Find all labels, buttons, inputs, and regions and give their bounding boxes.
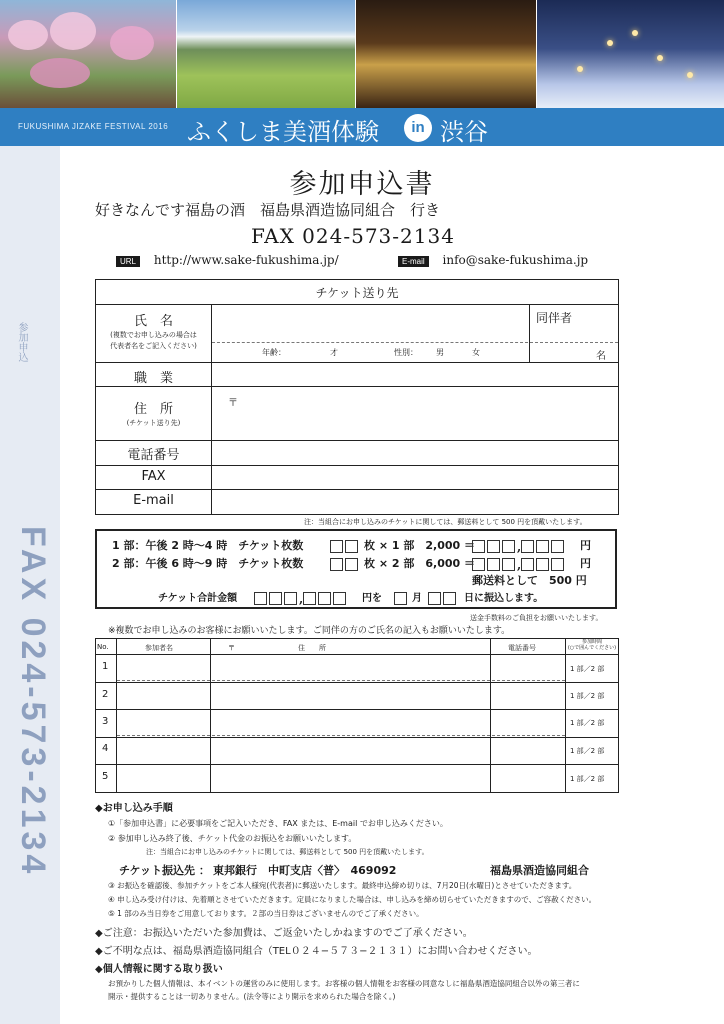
- side-fax-number: FAX 024-573-2134: [14, 526, 52, 878]
- address-field[interactable]: [214, 389, 616, 437]
- side-label: 参加申込: [16, 322, 27, 362]
- event-banner: [0, 108, 724, 146]
- photo-rice-field: [177, 0, 355, 108]
- transfer-bank: 東邦銀行 中町支店〈普〉 469092: [213, 864, 397, 877]
- total-label: チケット合計金額: [158, 593, 238, 604]
- sex-option-female[interactable]: 女: [472, 348, 480, 357]
- col-address: 住 所: [298, 644, 326, 652]
- refund-note: ◆ご注意：お振込いただいた参加費は、ご返金いたしかねますのでご了承ください。: [95, 928, 473, 939]
- table-line: [95, 709, 619, 710]
- lantern-light: [632, 30, 638, 36]
- festival-name: FUKUSHIMA JIZAKE FESTIVAL 2016: [18, 122, 169, 131]
- email-tag: E-mail: [398, 256, 429, 267]
- postal-mark: 〒: [228, 398, 238, 409]
- session1-yen: 円: [580, 539, 591, 552]
- name-field[interactable]: [214, 306, 526, 340]
- url-row: [116, 253, 339, 267]
- session2-multiplier: 枚 × 2 部 6,000 ＝: [364, 557, 475, 570]
- table-line: [95, 654, 619, 655]
- table-line: [95, 440, 619, 441]
- photo-temple: [356, 0, 536, 108]
- companion-label: 同伴者: [536, 311, 573, 325]
- banner-in-badge: in: [404, 114, 432, 142]
- email-label: E-mail: [133, 493, 174, 508]
- blossom-shape: [50, 12, 96, 50]
- session-choice[interactable]: 1 部／2 部: [570, 747, 605, 755]
- table-line: [95, 465, 619, 466]
- col-postal: 〒: [228, 644, 235, 652]
- session-choice[interactable]: 1 部／2 部: [570, 692, 605, 700]
- companion-name-field[interactable]: [118, 656, 208, 708]
- session-choice[interactable]: 1 部／2 部: [570, 665, 605, 673]
- photo-snow-lanterns: [537, 0, 724, 108]
- table-line: [210, 638, 211, 792]
- photo-blossom-field: [0, 0, 176, 108]
- website-link[interactable]: http://www.sake-fukushima.jp/: [153, 253, 339, 267]
- email-row: [398, 253, 588, 267]
- procedure-step-2-note: 注：当組合にお申し込みのチケットに関しては、郵送料として 500 円を頂戴いたします。: [146, 848, 429, 856]
- sex-option-male[interactable]: 男: [436, 348, 444, 357]
- postage-amount: 郵送料として 500 円: [472, 574, 587, 587]
- phone-label: 電話番号: [127, 448, 180, 463]
- session1-amount-boxes[interactable]: ,: [472, 536, 566, 555]
- procedure-heading: ◆お申し込み手順: [95, 803, 173, 814]
- table-line: [95, 737, 619, 738]
- transfer-label: チケット振込先 ：: [119, 864, 210, 877]
- companion-unit: 名: [596, 351, 606, 362]
- session2-yen: 円: [580, 557, 591, 570]
- companion-count-field[interactable]: [534, 344, 592, 358]
- form-title: 参加申込書: [289, 169, 435, 200]
- procedure-step-4: ④ 申し込み受け付けは、先着順とさせていただきます。定員になりました場合は、申し込みを締め切らせていただきますので、ご容赦ください。: [108, 895, 597, 904]
- fax-field[interactable]: [214, 468, 616, 486]
- privacy-heading: ◆個人情報に関する取り扱い: [95, 964, 223, 975]
- procedure-step-2: ② 参加申し込み終了後、チケット代金のお振込をお願いいたします。: [108, 834, 357, 843]
- companion-address-field[interactable]: [212, 656, 488, 708]
- col-session: 参加時間 (○で囲んでください): [567, 639, 617, 651]
- form-fax-number: FAX 024-573-2134: [251, 224, 455, 248]
- table-line: [211, 304, 212, 514]
- procedure-step-5: ⑤ 1 部のみ当日券をご用意しております。２部の当日券はございませんのでご了承ください。: [108, 909, 424, 918]
- contact-note: ◆ご不明な点は、福島県酒造協同組合（TEL０２４−５７３−２１３１）にお問い合わせください。: [95, 946, 538, 957]
- session-choice[interactable]: 1 部／2 部: [570, 775, 605, 783]
- blossom-shape: [110, 26, 154, 60]
- table-line: [95, 386, 619, 387]
- address-label: 住 所: [133, 402, 173, 417]
- row-number: 5: [102, 771, 109, 782]
- table-line: [95, 489, 619, 490]
- table-dash: [212, 342, 528, 343]
- lantern-light: [607, 40, 613, 46]
- email-link[interactable]: info@sake-fukushima.jp: [442, 253, 589, 267]
- table-line: [565, 638, 566, 792]
- privacy-text-1: お預かりした個人情報は、本イベントの運営のみに使用します。お客様の個人情報をお客様の同意なしに福島県酒造協同組合以外の第三者に: [108, 979, 580, 988]
- total-yen: 円を: [362, 593, 382, 604]
- job-label: 職 業: [133, 371, 173, 386]
- session-choice[interactable]: 1 部／2 部: [570, 719, 605, 727]
- lantern-light: [577, 66, 583, 72]
- fee-note: 送金手数料のご負担をお願いいたします。: [470, 614, 603, 622]
- table-dash: [117, 735, 565, 736]
- address-note: (チケット送り先): [126, 419, 181, 427]
- table-line: [95, 304, 619, 305]
- age-unit: 才: [330, 348, 338, 357]
- banner-city: 渋谷: [440, 118, 488, 146]
- table-line: [116, 638, 117, 792]
- age-label: 年齢：: [262, 348, 286, 357]
- session2-label: 2 部：午後 6 時〜9 時 チケット枚数: [112, 557, 304, 570]
- row-number: 3: [102, 716, 109, 727]
- row-number: 2: [102, 689, 109, 700]
- table-dash: [530, 342, 618, 343]
- lantern-light: [657, 55, 663, 61]
- postage-note: 注：当組合にお申し込みのチケットに関しては、郵送料として 500 円を頂戴いたします。: [304, 518, 587, 526]
- day-label: 日に振込します。: [464, 593, 544, 604]
- table-line: [529, 304, 530, 362]
- col-name: 参加者名: [145, 644, 173, 652]
- phone-field[interactable]: [214, 443, 616, 462]
- row-number: 4: [102, 743, 109, 754]
- banner-title: ふくしま美酒体験: [187, 118, 379, 146]
- companion-phone-field[interactable]: [492, 656, 564, 708]
- side-band: [0, 146, 60, 1024]
- session2-count-boxes[interactable]: [330, 554, 360, 573]
- session1-multiplier: 枚 × 1 部 2,000 ＝: [364, 539, 475, 552]
- col-phone: 電話番号: [508, 644, 536, 652]
- transfer-holder: 福島県酒造協同組合: [490, 864, 589, 877]
- name-note-1: (複数でお申し込みの場合は: [110, 331, 197, 339]
- day-boxes[interactable]: [428, 588, 458, 607]
- procedure-step-3: ③ お振込を確認後、参加チケットをご本人様宛(代表者)に郵送いたします。最終申込締め切りは、7月20日(水曜日)とさせていただきます。: [108, 881, 577, 890]
- row-number: 1: [102, 661, 109, 672]
- name-note-2: 代表者名をご記入ください): [110, 342, 197, 350]
- session1-label: 1 部：午後 2 時〜4 時 チケット枚数: [112, 539, 304, 552]
- blossom-shape: [30, 58, 90, 88]
- blossom-shape: [8, 20, 48, 50]
- ticket-table-header: チケット送り先: [315, 286, 399, 300]
- companion-note: ※複数でお申し込みのお客様にお願いいたします。ご同伴の方のご氏名の記入もお願いいたします。: [108, 626, 511, 636]
- lantern-light: [687, 72, 693, 78]
- session2-amount-boxes[interactable]: ,: [472, 554, 566, 573]
- job-field[interactable]: [214, 366, 616, 384]
- form-recipient: 好きなんです福島の酒 福島県酒造協同組合 行き: [95, 201, 441, 219]
- fax-label: FAX: [141, 469, 166, 484]
- procedure-step-1: ①「参加申込書」に必要事項をご記入いただき、FAX または、E-mail でお申し込みください。: [108, 819, 448, 828]
- email-field[interactable]: [214, 492, 616, 510]
- table-line: [95, 362, 619, 363]
- sex-label: 性別：: [394, 348, 418, 357]
- month-label: 月: [412, 593, 422, 604]
- session1-count-boxes[interactable]: [330, 536, 360, 555]
- privacy-text-2: 開示・提供することは一切ありません。(法令等により開示を求められた場合を除く。): [108, 992, 396, 1001]
- table-line: [95, 764, 619, 765]
- name-label: 氏 名: [133, 314, 173, 329]
- age-field[interactable]: [292, 344, 328, 358]
- total-amount-boxes[interactable]: ,: [254, 588, 348, 607]
- month-box[interactable]: [394, 588, 409, 607]
- col-no: No.: [97, 643, 109, 651]
- table-line: [490, 638, 491, 792]
- url-tag: URL: [116, 256, 140, 267]
